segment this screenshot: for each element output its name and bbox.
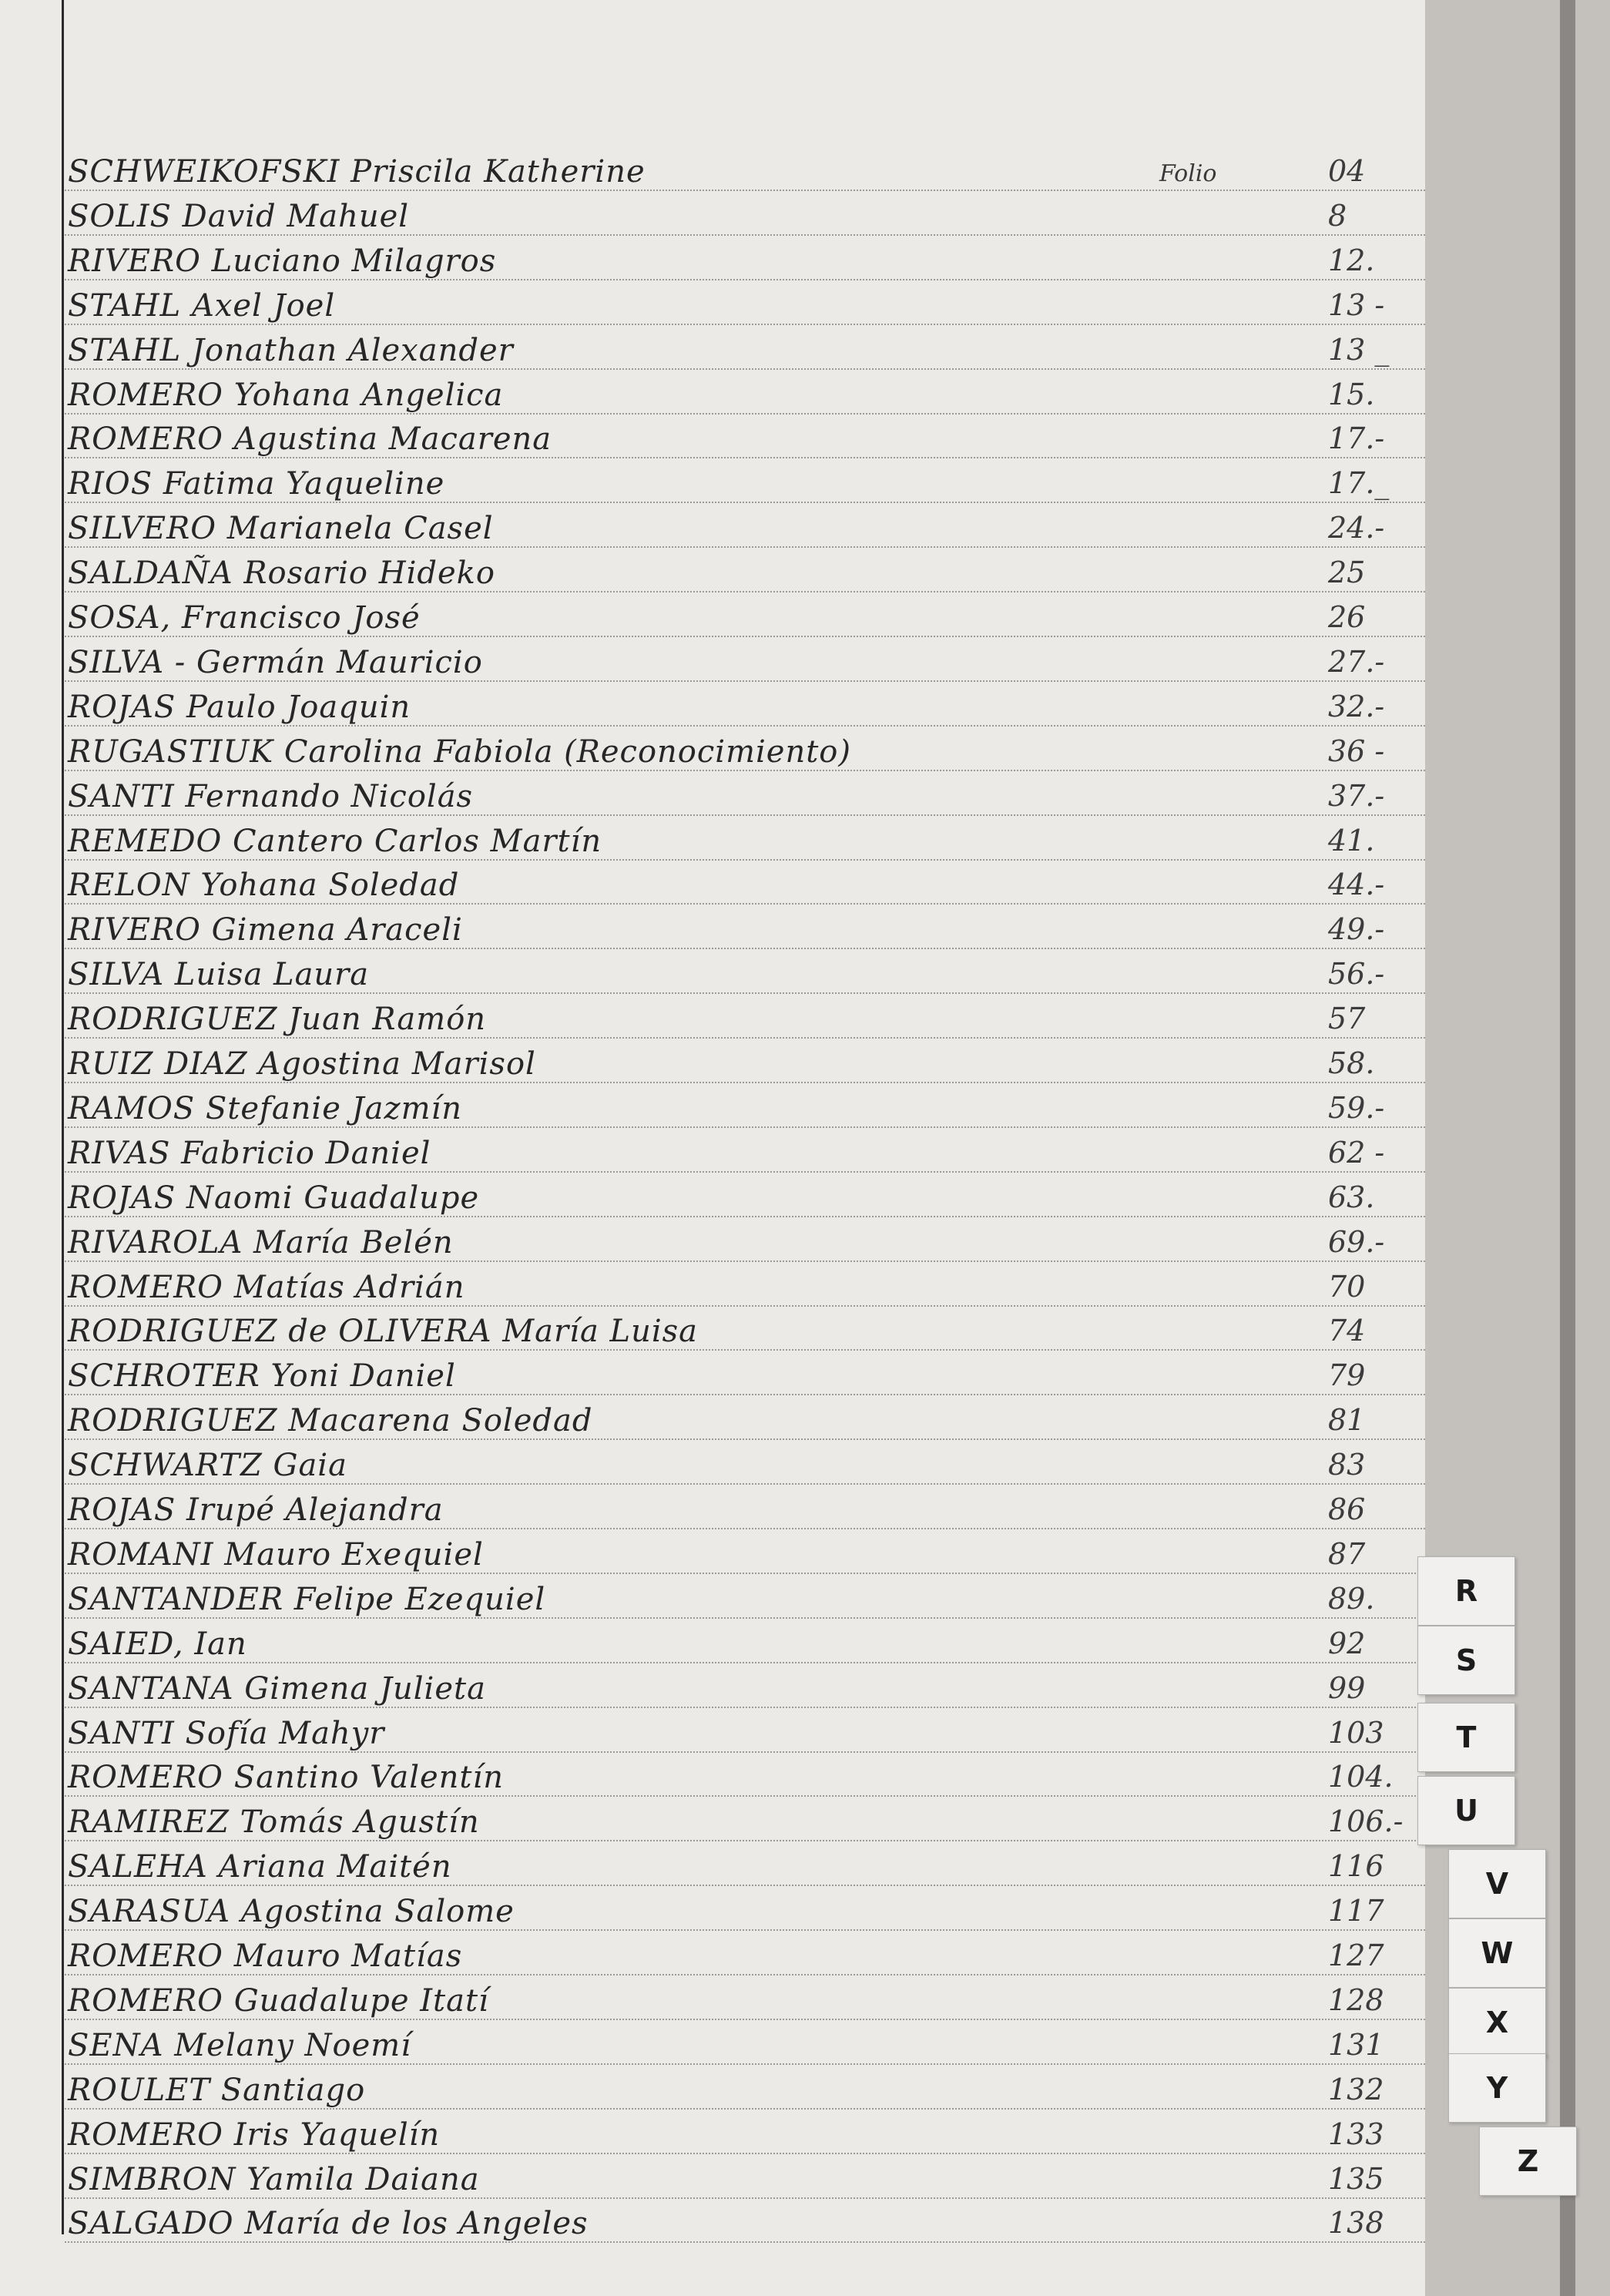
- entry-folio: 87: [1328, 1537, 1366, 1571]
- entry-name: STAHL Jonathan Alexander: [68, 333, 514, 368]
- entry-folio: 83: [1328, 1448, 1366, 1482]
- entry-row: [65, 1977, 1425, 2020]
- index-tab-v[interactable]: [1448, 1849, 1546, 1918]
- entry-row: [65, 1219, 1425, 1262]
- entry-row: [65, 861, 1425, 905]
- index-tab-letter: R: [1454, 1574, 1478, 1608]
- entry-folio: 89.: [1328, 1582, 1375, 1616]
- entry-name: ROJAS Naomi Guadalupe: [68, 1180, 480, 1216]
- entry-row: [65, 1754, 1425, 1797]
- index-tab-z[interactable]: [1479, 2126, 1577, 2196]
- entry-folio: 24.-: [1328, 511, 1385, 545]
- entry-folio: 117: [1328, 1894, 1384, 1928]
- entry-name: RIVAS Fabricio Daniel: [68, 1136, 431, 1171]
- entry-folio: 70: [1328, 1270, 1366, 1304]
- entry-name: RIVERO Luciano Milagros: [68, 243, 497, 279]
- entry-row: [65, 1174, 1425, 1217]
- entry-name: SANTANDER Felipe Ezequiel: [68, 1582, 546, 1617]
- entry-name: RAMIREZ Tomás Agustín: [68, 1804, 480, 1840]
- index-tab-u[interactable]: [1417, 1776, 1515, 1845]
- entry-name: SENA Melany Noemí: [68, 2028, 412, 2063]
- entry-folio: 12.: [1328, 243, 1375, 277]
- entry-row: [65, 1710, 1425, 1753]
- entry-row: [65, 2156, 1425, 2199]
- entry-row: [65, 2022, 1425, 2065]
- entry-folio: 81: [1328, 1403, 1366, 1437]
- entry-row: [65, 415, 1425, 458]
- entry-row: [65, 1665, 1425, 1708]
- entry-folio: 36 -: [1328, 734, 1385, 768]
- entry-folio: 59.-: [1328, 1091, 1385, 1125]
- entry-name: RODRIGUEZ de OLIVERA María Luisa: [68, 1314, 698, 1349]
- entry-name: SIMBRON Yamila Daiana: [68, 2162, 480, 2197]
- entry-row: [65, 1888, 1425, 1931]
- entry-row: [65, 1576, 1425, 1619]
- index-tab-t[interactable]: [1417, 1703, 1515, 1772]
- entry-folio: 17.-: [1328, 421, 1385, 455]
- book-edge: [1560, 0, 1575, 2296]
- index-tab-letter: X: [1485, 2006, 1509, 2039]
- entry-row: [65, 1264, 1425, 1307]
- folio-column-header: Folio: [1159, 160, 1217, 187]
- entry-name: SCHROTER Yoni Daniel: [68, 1358, 456, 1394]
- entry-folio: 44.-: [1328, 868, 1385, 901]
- entry-row: [65, 327, 1425, 370]
- entry-folio: 8: [1328, 199, 1347, 233]
- entry-folio: 99: [1328, 1671, 1366, 1705]
- index-tab-x[interactable]: [1448, 1988, 1546, 2057]
- entry-folio: 132: [1328, 2073, 1384, 2106]
- entry-row: [65, 773, 1425, 816]
- entry-folio: 138: [1328, 2206, 1384, 2240]
- entry-folio: 15.: [1328, 378, 1375, 411]
- entry-name: ROMERO Matías Adrián: [68, 1270, 465, 1305]
- entry-name: SALEHA Ariana Maitén: [68, 1849, 452, 1885]
- index-tab-letter: Z: [1517, 2144, 1539, 2178]
- entry-row: [65, 1307, 1425, 1351]
- entry-name: RODRIGUEZ Juan Ramón: [68, 1002, 487, 1037]
- entry-row: [65, 594, 1425, 637]
- entry-row: [65, 2111, 1425, 2154]
- entry-row: [65, 728, 1425, 771]
- entry-name: SCHWEIKOFSKI Priscila Katherine: [68, 154, 646, 190]
- entry-folio: 135: [1328, 2162, 1384, 2196]
- entry-name: SANTI Sofía Mahyr: [68, 1716, 385, 1751]
- entry-row: [65, 1040, 1425, 1083]
- entry-row: [65, 1085, 1425, 1128]
- entry-name: ROJAS Irupé Alejandra: [68, 1492, 444, 1528]
- index-tab-letter: Y: [1486, 2071, 1508, 2105]
- entry-row: [65, 2066, 1425, 2110]
- entry-row: [65, 1130, 1425, 1173]
- entry-name: SOSA, Francisco José: [68, 600, 421, 636]
- entry-row: [65, 817, 1425, 861]
- entry-row: [65, 1531, 1425, 1574]
- entry-folio: 58.: [1328, 1046, 1375, 1080]
- entry-name: SANTI Fernando Nicolás: [68, 779, 474, 814]
- entry-name: SALGADO María de los Angeles: [68, 2206, 589, 2241]
- entry-name: SILVERO Marianela Casel: [68, 511, 494, 546]
- entry-name: ROMERO Santino Valentín: [68, 1760, 505, 1795]
- entry-name: RUGASTIUK Carolina Fabiola (Reconocimiento): [68, 734, 851, 770]
- left-margin-line: [62, 0, 64, 2234]
- entry-name: ROJAS Paulo Joaquin: [68, 690, 411, 725]
- entry-name: ROMERO Mauro Matías: [68, 1939, 463, 1974]
- index-tab-letter: U: [1454, 1794, 1478, 1828]
- entry-folio: 103: [1328, 1716, 1384, 1750]
- entry-folio: 37.-: [1328, 779, 1385, 813]
- index-tab-w[interactable]: [1448, 1918, 1546, 1988]
- entry-name: ROMANI Mauro Exequiel: [68, 1537, 484, 1573]
- entry-name: REMEDO Cantero Carlos Martín: [68, 824, 602, 859]
- entry-folio: 86: [1328, 1492, 1366, 1526]
- index-tab-y[interactable]: [1448, 2053, 1546, 2123]
- entry-folio: 116: [1328, 1849, 1384, 1883]
- entry-name: ROMERO Yohana Angelica: [68, 378, 504, 413]
- index-tab-s[interactable]: [1417, 1626, 1515, 1695]
- entry-row: [65, 1397, 1425, 1440]
- index-tab-letter: V: [1485, 1867, 1509, 1901]
- entry-folio: 131: [1328, 2028, 1384, 2062]
- entry-row: [65, 951, 1425, 994]
- entry-folio: 41.: [1328, 824, 1375, 858]
- entry-row: [65, 1486, 1425, 1529]
- entry-name: SANTANA Gimena Julieta: [68, 1671, 486, 1707]
- entry-folio: 133: [1328, 2117, 1384, 2151]
- entry-row: [65, 2200, 1425, 2243]
- entry-name: ROULET Santiago: [68, 2073, 366, 2108]
- entry-name: SALDAÑA Rosario Hideko: [68, 556, 495, 591]
- entry-folio: 63.: [1328, 1180, 1375, 1214]
- entry-folio: 57: [1328, 1002, 1366, 1036]
- entry-name: ROMERO Agustina Macarena: [68, 421, 552, 457]
- entry-folio: 13 -: [1328, 288, 1385, 322]
- entry-row: [65, 148, 1425, 191]
- entry-name: RELON Yohana Soledad: [68, 868, 460, 903]
- entry-row: [65, 639, 1425, 682]
- entry-name: RIVAROLA María Belén: [68, 1225, 454, 1260]
- entry-folio: 62 -: [1328, 1136, 1385, 1170]
- entry-name: RAMOS Stefanie Jazmín: [68, 1091, 463, 1126]
- entry-row: [65, 371, 1425, 415]
- entry-folio: 04: [1328, 154, 1366, 188]
- entry-row: [65, 1798, 1425, 1841]
- entry-name: RIVERO Gimena Araceli: [68, 912, 463, 948]
- entry-name: SCHWARTZ Gaia: [68, 1448, 347, 1483]
- entry-folio: 92: [1328, 1626, 1366, 1660]
- entry-folio: 106.-: [1328, 1804, 1404, 1838]
- alphabet-index-strip: [1425, 0, 1610, 2296]
- entry-row: [65, 1620, 1425, 1663]
- entry-row: [65, 1843, 1425, 1886]
- entry-row: [65, 1352, 1425, 1395]
- entry-row: [65, 683, 1425, 727]
- entry-name: SILVA - Germán Mauricio: [68, 645, 483, 680]
- entry-folio: 74: [1328, 1314, 1366, 1348]
- entry-folio: 56.-: [1328, 957, 1385, 991]
- entry-row: [65, 549, 1425, 592]
- entry-name: STAHL Axel Joel: [68, 288, 336, 324]
- entry-name: SOLIS David Mahuel: [68, 199, 410, 234]
- entry-row: [65, 906, 1425, 949]
- index-tab-r[interactable]: [1417, 1556, 1515, 1626]
- entry-folio: 49.-: [1328, 912, 1385, 946]
- index-tab-letter: T: [1456, 1720, 1477, 1754]
- entry-name: ROMERO Guadalupe Itatí: [68, 1983, 489, 2019]
- index-tab-letter: W: [1481, 1936, 1514, 1970]
- entry-row: [65, 237, 1425, 280]
- entry-folio: 13 _: [1328, 333, 1390, 367]
- entry-folio: 27.-: [1328, 645, 1385, 679]
- entry-row: [65, 995, 1425, 1039]
- entry-folio: 25: [1328, 556, 1366, 589]
- entry-row: [65, 1932, 1425, 1975]
- entry-name: ROMERO Iris Yaquelín: [68, 2117, 441, 2153]
- entry-name: RODRIGUEZ Macarena Soledad: [68, 1403, 593, 1438]
- entry-folio: 79: [1328, 1358, 1366, 1392]
- entry-folio: 32.-: [1328, 690, 1385, 723]
- entry-name: RIOS Fatima Yaqueline: [68, 466, 445, 502]
- entry-name: RUIZ DIAZ Agostina Marisol: [68, 1046, 536, 1082]
- entry-name: SILVA Luisa Laura: [68, 957, 370, 992]
- entry-name: SARASUA Agostina Salome: [68, 1894, 515, 1929]
- entry-row: [65, 505, 1425, 548]
- entry-folio: 26: [1328, 600, 1366, 634]
- entry-folio: 128: [1328, 1983, 1384, 2017]
- entry-folio: 69.-: [1328, 1225, 1385, 1259]
- entry-row: [65, 1442, 1425, 1485]
- entry-folio: 104.: [1328, 1760, 1394, 1794]
- entry-row: [65, 193, 1425, 236]
- entry-folio: 17._: [1328, 466, 1390, 500]
- entry-row: [65, 282, 1425, 325]
- index-tab-letter: S: [1455, 1643, 1478, 1677]
- entry-name: SAIED, Ian: [68, 1626, 247, 1662]
- entry-row: [65, 460, 1425, 503]
- entry-folio: 127: [1328, 1939, 1384, 1972]
